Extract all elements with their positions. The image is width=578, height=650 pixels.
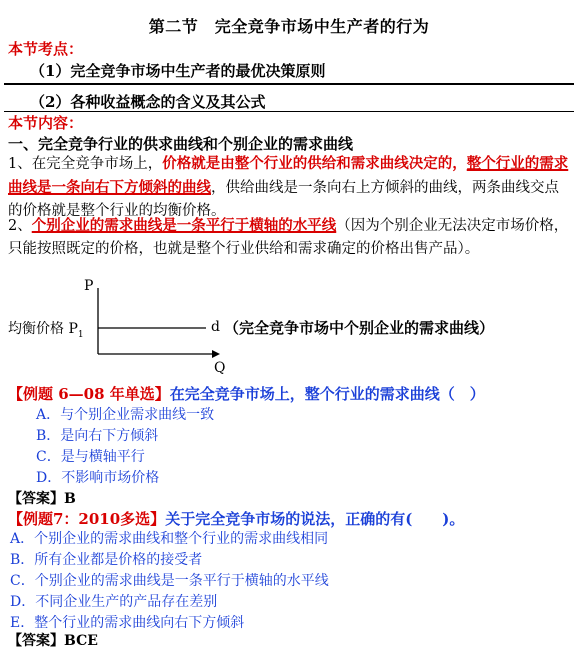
question-1-option-b: B．是向右下方倾斜 <box>36 428 159 444</box>
question-2-option-d: D．不同企业生产的产品存在差别 <box>10 594 218 610</box>
question-2-tag: 【例题7：2010多选】 <box>8 510 166 528</box>
paragraph-1-key-point: 整个行业的需求曲线是一条向右下方倾斜的曲线 <box>8 155 569 196</box>
paragraph-1 <box>8 152 570 223</box>
question-1-answer-value: B <box>64 491 76 507</box>
divider <box>4 83 574 85</box>
kaodian-item-2: （2）各种收益概念的含义及其公式 <box>30 93 266 111</box>
paragraph-2-text: （因为个别企业无法决定市场价格，只能按照既定的价格，也就是整个行业供给和需求确定的价格出售产品）。 <box>8 218 569 257</box>
question-1-stem: 在完全竞争市场上，整个行业的需求曲线（ ） <box>169 385 485 403</box>
paragraph-2-key-point: 个别企业的需求曲线是一条平行于横轴的水平线 <box>31 217 337 234</box>
question-2-answer-value: BCE <box>64 633 98 649</box>
question-2-answer <box>8 630 98 650</box>
question-2-option-b: B．所有企业都是价格的接受者 <box>10 552 203 568</box>
question-2-option-e: E．整个行业的需求曲线向右下方倾斜 <box>10 615 245 631</box>
paragraph-1-text-end: ，供给曲线是一条向右上方倾斜的曲线，两条曲线交点的价格就是整个行业的均衡价格。 <box>8 180 559 219</box>
paragraph-1-highlight: 价格就是由整个行业的供给和需求曲线决定的 <box>162 155 453 172</box>
question-2-option-c: C．个别企业的需求曲线是一条平行于横轴的水平线 <box>10 573 329 589</box>
question-2-header <box>8 508 464 529</box>
question-1-answer-tag: 【答案】 <box>8 491 64 507</box>
question-1-answer <box>8 488 76 508</box>
paragraph-2 <box>8 214 570 261</box>
neirong-heading: 本节内容： <box>8 114 84 132</box>
p-axis-label: P <box>84 278 94 294</box>
demand-line-label: d <box>211 319 220 335</box>
paragraph-1-comma: ， <box>452 155 467 172</box>
x-axis-arrow <box>212 350 220 358</box>
question-1-option-d: D．不影响市场价格 <box>36 470 160 486</box>
page-title: 第二节 完全竞争市场中生产者的行为 <box>148 17 430 36</box>
equilibrium-price-label <box>8 318 84 340</box>
question-1-tag: 【例题 6—08 年单选】 <box>8 385 170 403</box>
graph-caption: （完全竞争市场中个别企业的需求曲线） <box>224 319 495 337</box>
paragraph-2-number: 2、 <box>8 218 32 234</box>
equilibrium-price-text: 均衡价格 P <box>8 321 78 337</box>
question-2-answer-tag: 【答案】 <box>8 633 64 649</box>
question-1-option-c: C．是与横轴平行 <box>36 449 145 465</box>
question-2-stem: 关于完全竞争市场的说法，正确的有( )。 <box>165 510 465 528</box>
kaodian-item-1: （1）完全竞争市场中生产者的最优决策原则 <box>30 62 326 80</box>
divider <box>4 111 574 112</box>
q-axis-label: Q <box>214 360 226 376</box>
question-1-option-a: A．与个别企业需求曲线一致 <box>36 407 215 423</box>
kaodian-heading: 本节考点： <box>8 40 84 58</box>
section-heading: 一、完全竞争行业的供求曲线和个别企业的需求曲线 <box>8 135 354 153</box>
question-1-header <box>8 383 485 404</box>
paragraph-1-text: 1、在完全竞争市场上， <box>8 156 163 172</box>
equilibrium-price-subscript: 1 <box>77 329 84 340</box>
question-2-option-a: A．个别企业的需求曲线和整个行业的需求曲线相同 <box>10 531 329 547</box>
